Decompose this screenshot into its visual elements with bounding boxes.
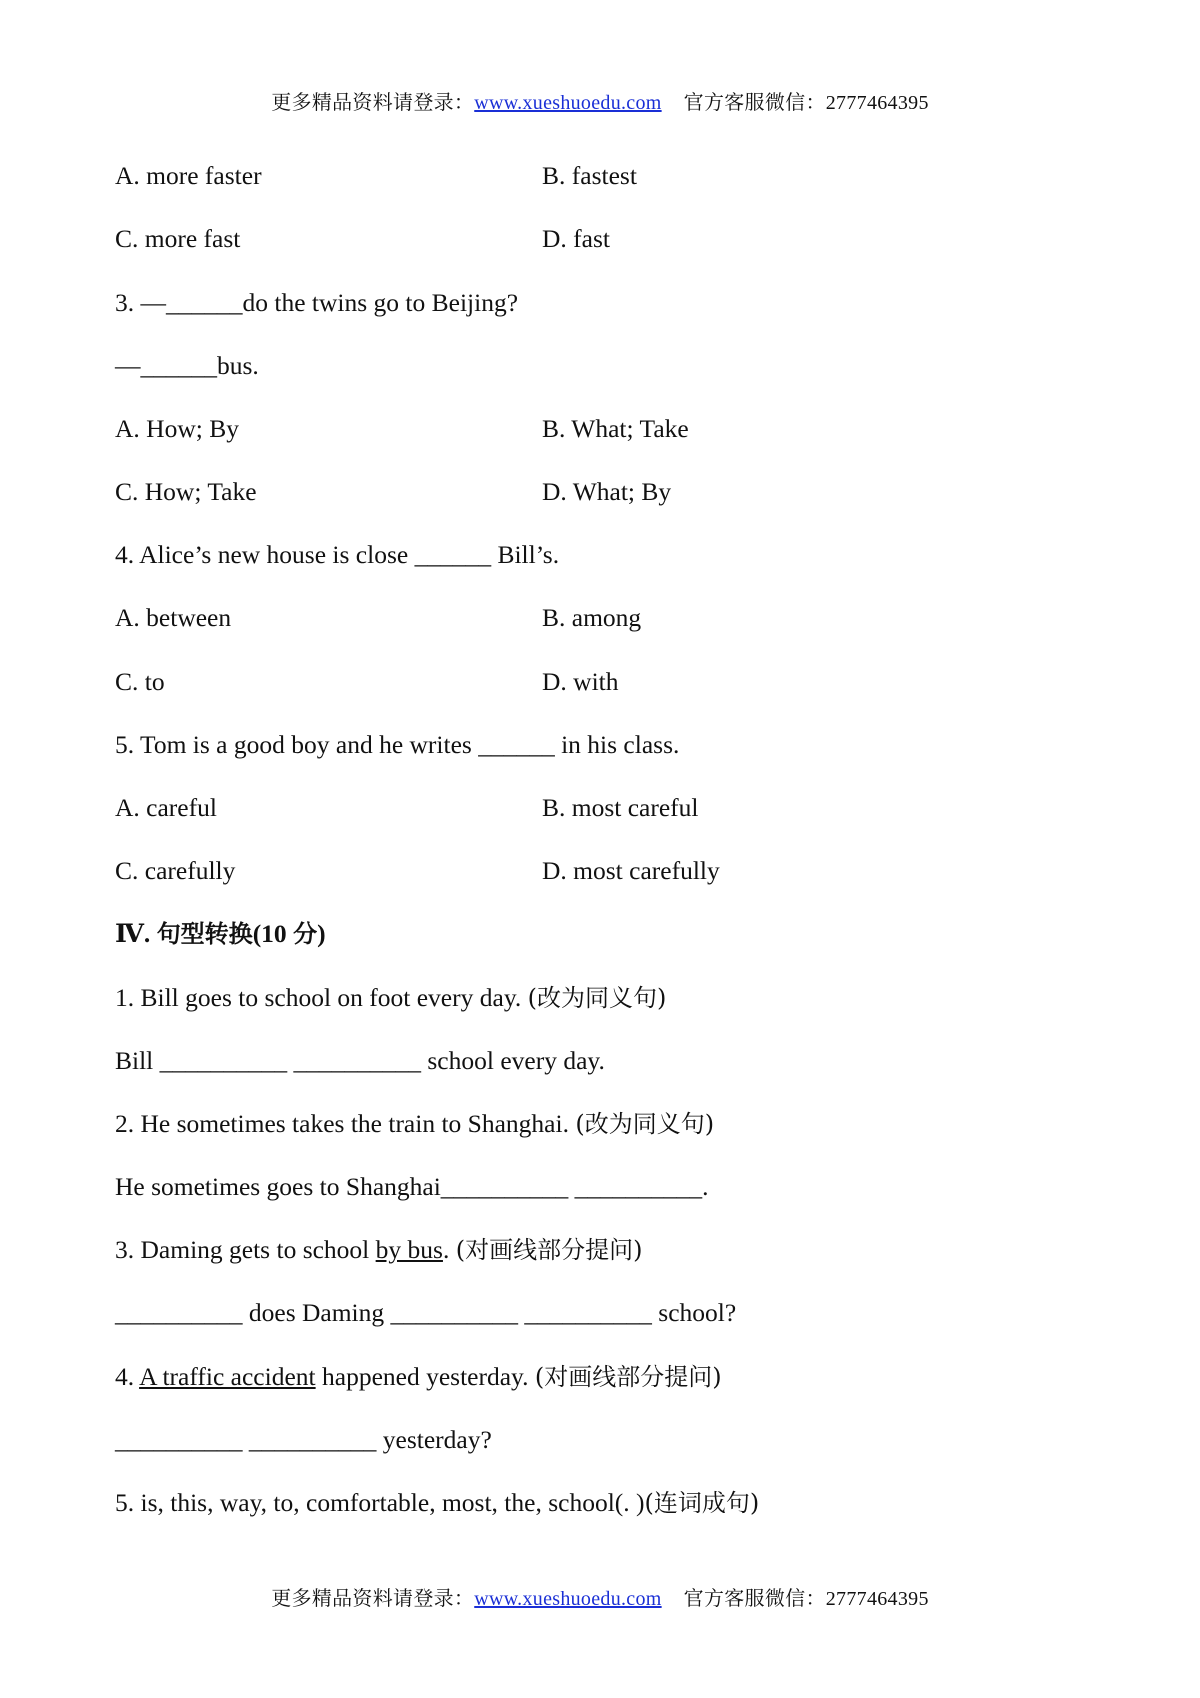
- q4-option-a: A. between: [115, 603, 232, 632]
- footer-prefix: 更多精品资料请登录：: [271, 1588, 475, 1610]
- header-link[interactable]: www.xueshuoedu.com: [474, 92, 662, 114]
- footer-link[interactable]: www.xueshuoedu.com: [474, 1588, 662, 1610]
- s4-item5-stem: [115, 1487, 759, 1519]
- q5-option-d: D. most carefully: [542, 856, 720, 885]
- s4-item4-stem-post: happened yesterday.: [315, 1362, 535, 1391]
- q5-option-a: A. careful: [115, 793, 217, 822]
- section4-title: [115, 918, 326, 950]
- s4-item2-note: (改为同义句): [575, 1110, 715, 1138]
- s4-item1-answer: Bill __________ __________ school every day.: [115, 1046, 605, 1075]
- s4-item3-answer: __________ does Daming __________ __________ school?: [115, 1298, 737, 1327]
- s4-item3-stem-post: .: [442, 1235, 456, 1264]
- q5-option-c: C. carefully: [115, 856, 236, 885]
- q2-option-b: B. fastest: [542, 161, 637, 190]
- q5-stem: 5. Tom is a good boy and he writes ______ in his class.: [115, 730, 680, 759]
- s4-item2-answer: He sometimes goes to Shanghai__________ __________.: [115, 1172, 709, 1201]
- q2-option-a: A. more faster: [115, 161, 262, 190]
- s4-item2-stem: [115, 1108, 714, 1140]
- s4-item4-answer: __________ __________ yesterday?: [115, 1425, 492, 1454]
- q3-option-c: C. How; Take: [115, 477, 257, 506]
- header-service: 官方客服微信：2777464395: [683, 92, 929, 114]
- s4-item5-note: (连词成句): [644, 1489, 760, 1517]
- section4-title-cn: 句型转换: [156, 919, 253, 948]
- q3-reply: —______bus.: [115, 351, 259, 380]
- page-header: [0, 86, 1200, 115]
- s4-item3-underlined: by bus: [375, 1235, 443, 1264]
- q2-option-c: C. more fast: [115, 224, 241, 253]
- s4-item4-stem-pre: 4.: [115, 1362, 140, 1391]
- q5-option-b: B. most careful: [542, 793, 699, 822]
- section4-title-number: Ⅳ.: [115, 919, 157, 948]
- s4-item3-note: (对画线部分提问): [455, 1236, 643, 1264]
- section4-title-score-open: (10: [252, 919, 294, 948]
- s4-item1-stem-text: 1. Bill goes to school on foot every day.: [115, 983, 528, 1012]
- page-footer: [0, 1582, 1200, 1611]
- q2-option-d: D. fast: [542, 224, 610, 253]
- s4-item1-note: (改为同义句): [527, 984, 667, 1012]
- s4-item1-stem: [115, 982, 666, 1014]
- s4-item3-stem: [115, 1234, 642, 1266]
- q4-stem: 4. Alice’s new house is close ______ Bill’s.: [115, 540, 560, 569]
- s4-item4-underlined: A traffic accident: [139, 1362, 316, 1391]
- s4-item5-stem-text: 5. is, this, way, to, comfortable, most, the, school(. ): [115, 1488, 645, 1517]
- s4-item3-stem-pre: 3. Daming gets to school: [115, 1235, 376, 1264]
- footer-service: 官方客服微信：2777464395: [683, 1588, 929, 1610]
- q4-option-b: B. among: [542, 603, 642, 632]
- section4-title-score-close: ): [317, 919, 326, 948]
- s4-item4-note: (对画线部分提问): [534, 1363, 722, 1391]
- s4-item2-stem-text: 2. He sometimes takes the train to Shanghai.: [115, 1109, 576, 1138]
- header-prefix: 更多精品资料请登录：: [271, 92, 475, 114]
- q3-option-a: A. How; By: [115, 414, 239, 443]
- q3-option-d: D. What; By: [542, 477, 672, 506]
- q3-option-b: B. What; Take: [542, 414, 689, 443]
- q4-option-d: D. with: [542, 667, 619, 696]
- section4-title-score-cn: 分: [293, 919, 318, 948]
- s4-item4-stem: [115, 1361, 722, 1393]
- q4-option-c: C. to: [115, 667, 165, 696]
- q3-stem: 3. —______do the twins go to Beijing?: [115, 288, 519, 317]
